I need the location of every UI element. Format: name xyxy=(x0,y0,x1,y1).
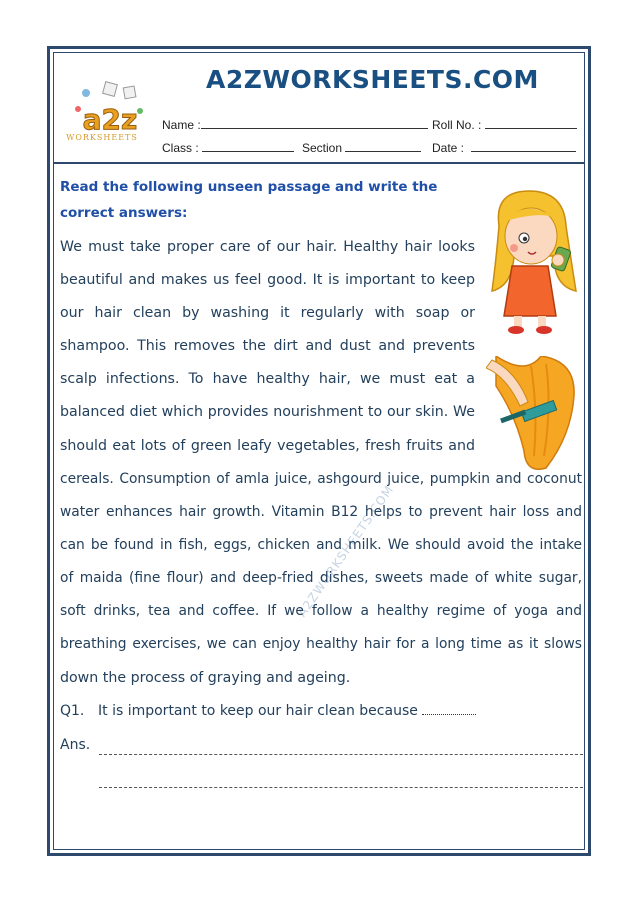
date-label: Date : xyxy=(432,141,465,155)
question-number: Q1. xyxy=(60,703,85,719)
hair-brushing-illustration xyxy=(486,356,580,474)
section-blank[interactable] xyxy=(345,140,421,152)
logo-wordmark: WORKSHEETS xyxy=(66,133,138,142)
roll-blank[interactable] xyxy=(485,117,577,129)
passage-line-14: down the process of graying and ageing. xyxy=(60,670,351,686)
passage-line-6: balanced diet which provides nourishment to our skin. We xyxy=(60,404,475,420)
passage-line-13: breathing exercises, we can enjoy healthy hair for a long time as it slows xyxy=(60,636,582,652)
svg-text:a2z: a2z xyxy=(82,103,138,136)
class-label: Class : xyxy=(162,141,199,155)
date-blank[interactable] xyxy=(471,140,576,152)
watermark-text: A2ZWORKSHEETS.COM xyxy=(294,482,397,620)
name-blank[interactable] xyxy=(201,117,428,129)
girl-combing-hair-illustration xyxy=(484,186,582,336)
passage-line-7: should eat lots of green leafy vegetables, fresh fruits and xyxy=(60,438,475,454)
site-title: A2ZWORKSHEETS.COM xyxy=(206,65,539,94)
roll-label: Roll No. : xyxy=(432,118,482,132)
roll-field[interactable] xyxy=(432,117,577,132)
passage-line-8: cereals. Consumption of amla juice, ashgourd juice, pumpkin and coconut xyxy=(60,471,582,487)
answer-line-1[interactable] xyxy=(99,754,583,755)
passage-line-9: water enhances hair growth. Vitamin B12 helps to prevent hair loss and xyxy=(60,504,582,520)
instruction-text: Read the following unseen passage and write the correct answers: xyxy=(60,179,438,221)
passage-line-10: can be found in fish, eggs, chicken and milk. We should avoid the intake xyxy=(60,537,582,553)
class-field[interactable] xyxy=(162,140,294,155)
answer-label: Ans. xyxy=(60,737,91,753)
section-label: Section xyxy=(302,141,343,155)
worksheet-header xyxy=(54,53,584,164)
passage-line-2: beautiful and makes us feel good. It is important to keep xyxy=(60,272,475,288)
passage-line-4: shampoo. This removes the dirt and dust and prevents xyxy=(60,338,475,354)
passage-line-3: our hair clean by washing it regularly with soap or xyxy=(60,305,475,321)
question-text xyxy=(98,703,476,719)
passage-line-5: scalp infections. To have healthy hair, we must eat a xyxy=(60,371,475,387)
worksheet-body xyxy=(54,164,584,849)
question-text-label: It is important to keep our hair clean because xyxy=(98,703,418,719)
worksheet-frame xyxy=(47,46,591,856)
answer-line-2[interactable] xyxy=(99,787,583,788)
class-blank[interactable] xyxy=(202,140,294,152)
name-field[interactable] xyxy=(162,117,428,132)
date-field[interactable] xyxy=(432,140,576,155)
passage-line-1: We must take proper care of our hair. Healthy hair looks xyxy=(60,239,475,255)
passage-line-11: of maida (fine flour) and deep-fried dishes, sweets made of white sugar, xyxy=(60,570,582,586)
name-label: Name : xyxy=(162,118,201,132)
worksheet-inner-border xyxy=(53,52,585,850)
section-field[interactable] xyxy=(302,140,421,155)
question-blank xyxy=(422,714,476,715)
passage-line-12: soft drinks, tea and coffee. If we follow a healthy regime of yoga and xyxy=(60,603,582,619)
